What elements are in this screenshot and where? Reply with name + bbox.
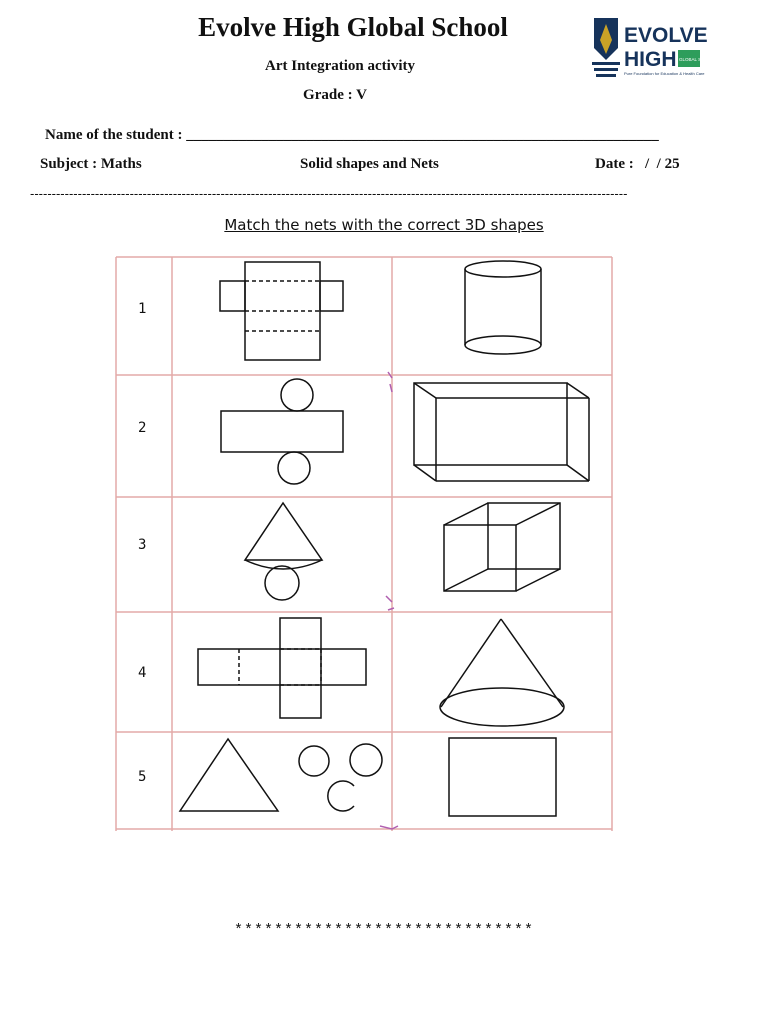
instruction-text: Match the nets with the correct 3D shapes (224, 216, 544, 234)
school-title: Evolve High Global School (198, 12, 508, 42)
subject-label: Subject : Maths (40, 156, 142, 172)
row-number: 3 (138, 537, 147, 553)
logo-tagline: Pure Foundation for Education & Health Care (624, 71, 705, 76)
date-label: Date : / / 25 (595, 156, 680, 172)
cone-icon (440, 619, 564, 726)
row-number: 5 (138, 769, 147, 785)
triangle-and-circles-icon (180, 739, 382, 811)
activity-title: Art Integration activity (265, 58, 415, 74)
cuboid-icon (414, 383, 589, 481)
logo-text-bottom: HIGH (624, 48, 677, 71)
student-name-blank[interactable]: _______________________________________________________________ (186, 127, 659, 143)
divider: ------------------------------------------------------------------------------------------------------------------------------------------ (30, 186, 628, 201)
row-number: 4 (138, 665, 147, 681)
row-number: 2 (138, 420, 147, 436)
cuboid-net-icon (220, 262, 343, 360)
cube-net-icon (198, 618, 366, 718)
rectangle-icon (449, 738, 556, 816)
table-grid (116, 257, 612, 831)
cylinder-net-icon (221, 379, 343, 484)
cube-icon (444, 503, 560, 591)
topic-label: Solid shapes and Nets (300, 156, 439, 172)
logo-text-top: EVOLVE (624, 24, 708, 47)
cylinder-icon (465, 261, 541, 354)
grade-label: Grade : V (303, 87, 367, 103)
row-number: 1 (138, 301, 147, 317)
cone-net-icon (245, 503, 322, 600)
student-name-label: Name of the student : (45, 127, 187, 143)
logo-badge: GLOBAL SCHOOL (679, 57, 718, 62)
footer-stars: ****************************** (233, 922, 535, 939)
